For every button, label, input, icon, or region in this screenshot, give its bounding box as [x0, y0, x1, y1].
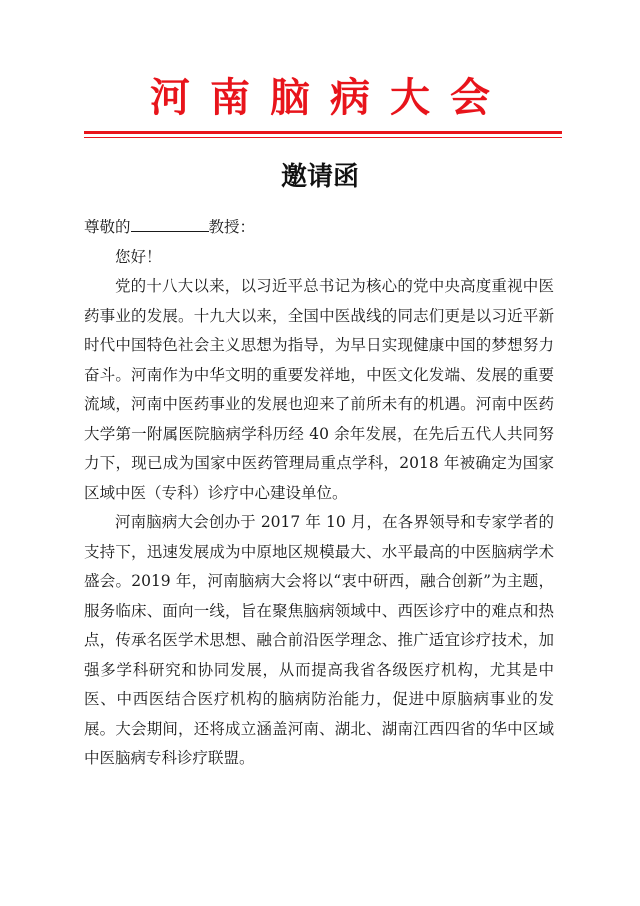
- masthead-rule-thick: [84, 131, 562, 134]
- letter-body: [84, 213, 554, 774]
- salutation-line: [84, 213, 554, 243]
- masthead-title: 河南脑病大会: [150, 75, 510, 121]
- salutation-prefix: 尊敬的: [84, 218, 131, 236]
- paragraph-2: 河南脑病大会创办于 2017 年 10 月，在各界领导和专家学者的支持下，迅速发展成为中原地区规模最大、水平最高的中医脑病学术盛会。2019 年，河南脑病大会将以“衷中研西，融合创新”为主题，服务临床、面向一线，旨在聚焦脑病领域中、西医诊疗中的难点和热点，传承名医学术思想、融合前沿医学理念、推广适宜诊疗技术，加强多学科研究和协同发展，从而提高我省各级医疗机构，尤其是中医、中西医结合医疗机构的脑病防治能力，促进中原脑病事业的发展。大会期间，还将成立涵盖河南、湖北、湖南江西四省的华中区域中医脑病专科诊疗联盟。: [84, 513, 554, 767]
- paragraph-1: 党的十八大以来，以习近平总书记为核心的党中央高度重视中医药事业的发展。十九大以来，全国中医战线的同志们更是以习近平新时代中国特色社会主义思想为指导，为早日实现健康中国的梦想努力奋斗。河南作为中华文明的重要发祥地，中医文化发端、发展的重要流域，河南中医药事业的发展也迎来了前所未有的机遇。河南中医药大学第一附属医院脑病学科历经 40 余年发展，在先后五代人共同努力下，现已成为国家中医药管理局重点学科，2018 年被确定为国家区域中医（专科）诊疗中心建设单位。: [84, 277, 554, 502]
- greeting: 您好！: [115, 247, 162, 266]
- name-blank-underline: [131, 215, 209, 232]
- salutation-suffix: 教授：: [208, 218, 256, 236]
- masthead-rule-thin: [84, 137, 562, 138]
- document-title: 邀请函: [280, 162, 359, 192]
